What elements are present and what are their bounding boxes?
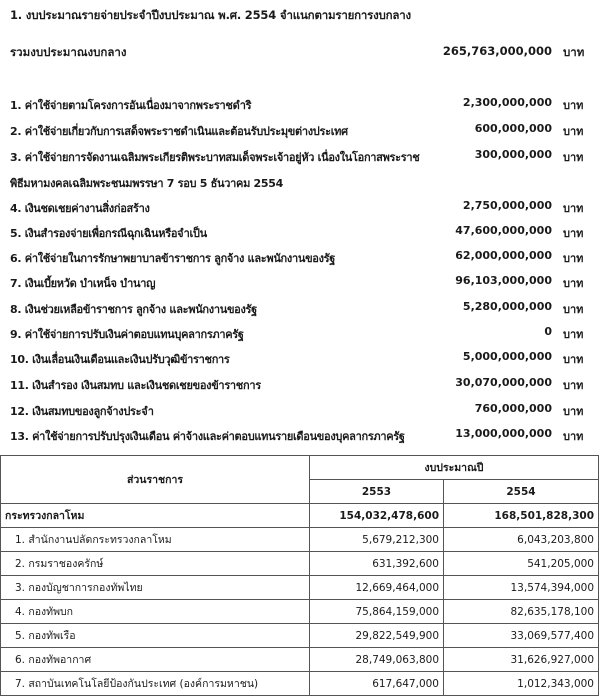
budget-item bbox=[0, 402, 600, 420]
total-amount: 265,763,000,000 bbox=[442, 44, 552, 58]
budget-item-continuation: พิธีมหามงคลเฉลิมพระชนมพรรษา 7 รอบ 5 ธันวาคม 2554 bbox=[10, 177, 283, 190]
budget-item-label: 7. เงินเบี้ยหวัด บำเหน็จ บำนาญ bbox=[10, 277, 156, 290]
header-year-2553: 2553 bbox=[310, 480, 444, 504]
budget-item-unit: บาท bbox=[563, 303, 584, 316]
budget-item bbox=[0, 325, 600, 343]
budget-item bbox=[0, 224, 600, 242]
budget-item-label: 11. เงินสำรอง เงินสมทบ และเงินชดเชยของข้าราชการ bbox=[10, 379, 261, 392]
unit-name: 5. กองทัพเรือ bbox=[1, 624, 310, 648]
budget-item-label: 9. ค่าใช้จ่ายการปรับเงินค่าตอบแทนบุคลากรภาครัฐ bbox=[10, 328, 244, 341]
ministry-name: กระทรวงกลาโหม bbox=[1, 504, 310, 528]
unit-name: 7. สถาบันเทคโนโลยีป้องกันประเทศ (องค์การมหาชน) bbox=[1, 672, 310, 696]
budget-item-label: 1. ค่าใช้จ่ายตามโครงการอันเนื่องมาจากพระราชดำริ bbox=[10, 99, 252, 112]
ministry-budget-table bbox=[0, 455, 599, 696]
unit-y1: 617,647,000 bbox=[310, 672, 444, 696]
budget-item-unit: บาท bbox=[563, 405, 584, 418]
unit-name: 3. กองบัญชาการกองทัพไทย bbox=[1, 576, 310, 600]
unit-name: 6. กองทัพอากาศ bbox=[1, 648, 310, 672]
budget-item-label: 12. เงินสมทบของลูกจ้างประจำ bbox=[10, 405, 154, 418]
unit-y2: 541,205,000 bbox=[444, 552, 599, 576]
unit-name: 4. กองทัพบก bbox=[1, 600, 310, 624]
budget-item-amount: 62,000,000,000 bbox=[455, 249, 552, 262]
unit-y2: 1,012,343,000 bbox=[444, 672, 599, 696]
budget-item-amount: 600,000,000 bbox=[474, 122, 552, 135]
unit-y2: 82,635,178,100 bbox=[444, 600, 599, 624]
budget-item-label: 13. ค่าใช้จ่ายการปรับปรุงเงินเดือน ค่าจ้างและค่าตอบแทนรายเดือนของบุคลากรภาครัฐ bbox=[10, 430, 405, 443]
budget-item bbox=[0, 427, 600, 445]
budget-item-label: 10. เงินเลื่อนเงินเดือนและเงินปรับวุฒิข้าราชการ bbox=[10, 353, 230, 366]
unit-y1: 75,864,159,000 bbox=[310, 600, 444, 624]
budget-item-unit: บาท bbox=[563, 125, 584, 138]
total-unit: บาท bbox=[563, 45, 585, 59]
budget-item bbox=[0, 376, 600, 394]
budget-item bbox=[0, 122, 600, 140]
budget-item-unit: บาท bbox=[563, 252, 584, 265]
table-row bbox=[1, 576, 599, 600]
budget-item bbox=[0, 148, 600, 166]
table-row bbox=[1, 600, 599, 624]
budget-item-amount: 2,300,000,000 bbox=[462, 96, 552, 109]
table-row bbox=[1, 528, 599, 552]
unit-y1: 12,669,464,000 bbox=[310, 576, 444, 600]
budget-item-amount: 30,070,000,000 bbox=[455, 376, 552, 389]
header-unit: ส่วนราชการ bbox=[1, 456, 310, 504]
total-label: รวมงบประมาณงบกลาง bbox=[10, 45, 127, 59]
budget-item-amount: 2,750,000,000 bbox=[462, 199, 552, 212]
budget-item-amount: 96,103,000,000 bbox=[455, 274, 552, 287]
budget-item-unit: บาท bbox=[563, 430, 584, 443]
unit-y1: 631,392,600 bbox=[310, 552, 444, 576]
budget-item-unit: บาท bbox=[563, 353, 584, 366]
budget-item-amount: 300,000,000 bbox=[474, 148, 552, 161]
budget-item-label: 2. ค่าใช้จ่ายเกี่ยวกับการเสด็จพระราชดำเนินและต้อนรับประมุขต่างประเทศ bbox=[10, 125, 348, 138]
budget-item bbox=[0, 199, 600, 217]
budget-item-amount: 760,000,000 bbox=[474, 402, 552, 415]
unit-y2: 6,043,203,800 bbox=[444, 528, 599, 552]
budget-item-unit: บาท bbox=[563, 379, 584, 392]
budget-item-label: 5. เงินสำรองจ่ายเพื่อกรณีฉุกเฉินหรือจำเป็น bbox=[10, 227, 207, 240]
budget-item-amount: 5,000,000,000 bbox=[462, 350, 552, 363]
budget-item-unit: บาท bbox=[563, 328, 584, 341]
budget-item bbox=[0, 300, 600, 318]
unit-y2: 31,626,927,000 bbox=[444, 648, 599, 672]
page-title: 1. งบประมาณรายจ่ายประจำปีงบประมาณ พ.ศ. 2554 จำแนกตามรายการงบกลาง bbox=[10, 8, 411, 22]
table-row bbox=[1, 552, 599, 576]
budget-item-amount: 13,000,000,000 bbox=[455, 427, 552, 440]
header-budget-year: งบประมาณปี bbox=[310, 456, 599, 480]
budget-item-unit: บาท bbox=[563, 99, 584, 112]
budget-item-unit: บาท bbox=[563, 202, 584, 215]
unit-name: 2. กรมราชองครักษ์ bbox=[1, 552, 310, 576]
budget-item-unit: บาท bbox=[563, 227, 584, 240]
unit-y1: 5,679,212,300 bbox=[310, 528, 444, 552]
ministry-y2: 168,501,828,300 bbox=[444, 504, 599, 528]
budget-item bbox=[0, 249, 600, 267]
unit-y2: 33,069,577,400 bbox=[444, 624, 599, 648]
budget-item-label: 3. ค่าใช้จ่ายการจัดงานเฉลิมพระเกียรติพระบาทสมเด็จพระเจ้าอยู่หัว เนื่องในโอกาสพระราช bbox=[10, 151, 420, 164]
table-row bbox=[1, 672, 599, 696]
header-year-2554: 2554 bbox=[444, 480, 599, 504]
unit-y1: 28,749,063,800 bbox=[310, 648, 444, 672]
budget-item-unit: บาท bbox=[563, 151, 584, 164]
budget-item-label: 4. เงินชดเชยค่างานสิ่งก่อสร้าง bbox=[10, 202, 150, 215]
ministry-y1: 154,032,478,600 bbox=[310, 504, 444, 528]
budget-item bbox=[0, 96, 600, 114]
budget-item bbox=[0, 274, 600, 292]
table-row bbox=[1, 648, 599, 672]
budget-item-label: 6. ค่าใช้จ่ายในการรักษาพยาบาลข้าราชการ ลูกจ้าง และพนักงานของรัฐ bbox=[10, 252, 336, 265]
budget-item-amount: 0 bbox=[544, 325, 552, 338]
unit-y1: 29,822,549,900 bbox=[310, 624, 444, 648]
budget-item-amount: 47,600,000,000 bbox=[455, 224, 552, 237]
table-row-ministry bbox=[1, 504, 599, 528]
budget-item-label: 8. เงินช่วยเหลือข้าราชการ ลูกจ้าง และพนักงานของรัฐ bbox=[10, 303, 257, 316]
budget-item-unit: บาท bbox=[563, 277, 584, 290]
table-row bbox=[1, 624, 599, 648]
budget-item-amount: 5,280,000,000 bbox=[462, 300, 552, 313]
unit-name: 1. สำนักงานปลัดกระทรวงกลาโหม bbox=[1, 528, 310, 552]
unit-y2: 13,574,394,000 bbox=[444, 576, 599, 600]
budget-item bbox=[0, 350, 600, 368]
